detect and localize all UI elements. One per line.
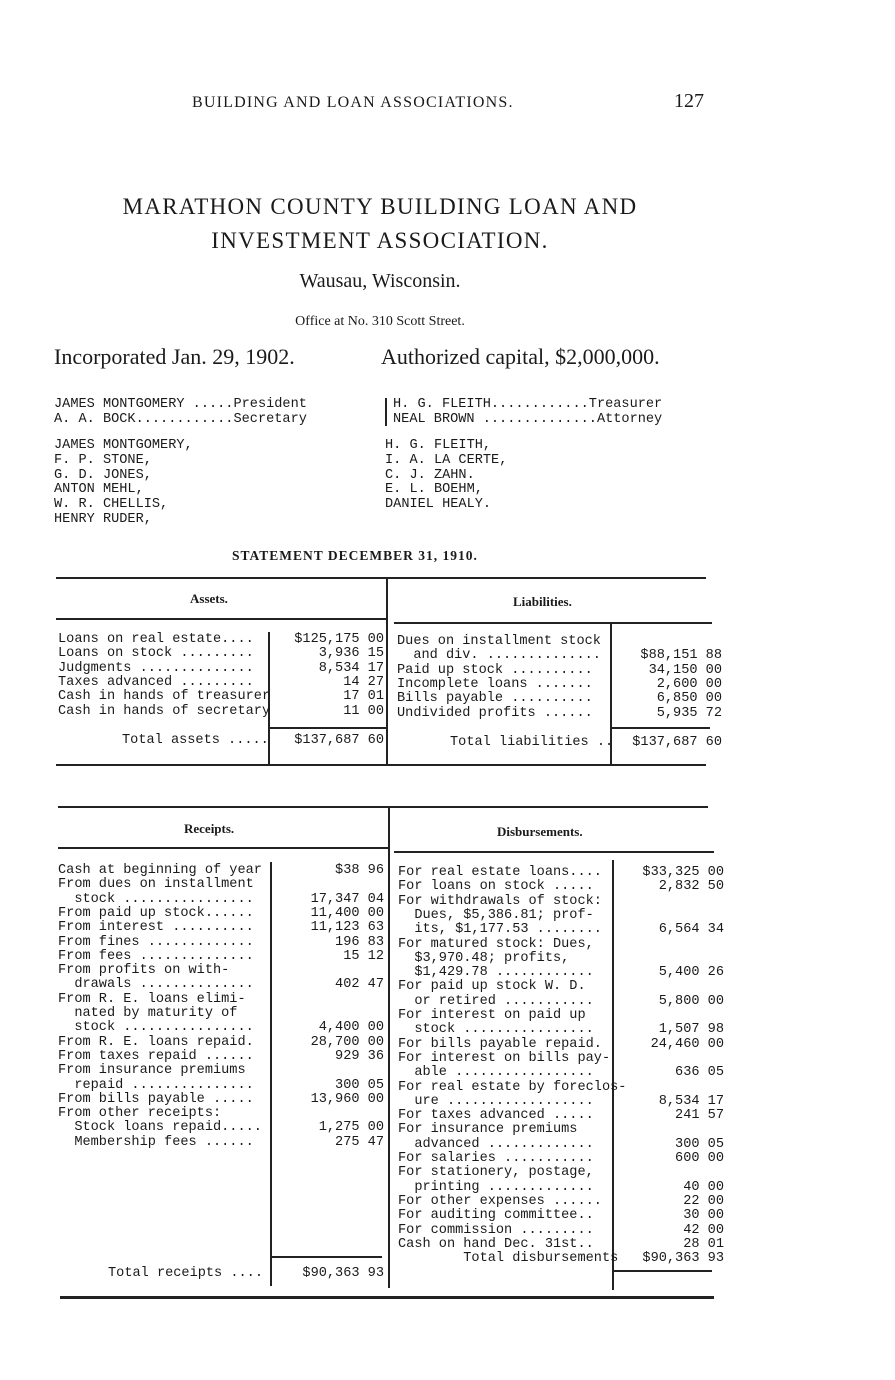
receipts-row-amount: 17,347 04	[310, 891, 384, 907]
disbursements-row-label: For withdrawals of stock:	[398, 893, 602, 909]
disbursements-row-label: For stationery, postage,	[398, 1165, 594, 1181]
liabilities-row-amount: 6,850 00	[656, 691, 722, 707]
assets-total-amount: $137,687 60	[294, 733, 384, 748]
liabilities-total-amount: $137,687 60	[632, 735, 722, 750]
disbursements-row-label: For matured stock: Dues,	[398, 936, 594, 952]
disbursements-row-label: For interest on bills pay-	[398, 1050, 611, 1066]
director: G. D. JONES,	[54, 467, 152, 483]
disbursements-row-amount: 241 57	[675, 1108, 724, 1124]
disbursements-row-label: For commission .........	[398, 1222, 594, 1238]
rule-top-balance	[56, 577, 706, 579]
liabilities-row-label: Dues on installment stock	[397, 634, 601, 649]
receipts-row-amount: $38 96	[335, 863, 384, 878]
liabilities-row-amount: 34,150 00	[648, 662, 722, 678]
assets-total-rule	[268, 727, 386, 729]
liabilities-row-label: Incomplete loans .......	[397, 676, 593, 692]
disbursements-row-amount: 40 00	[683, 1179, 724, 1195]
assets-row-amount: 17 01	[343, 689, 384, 705]
disbursements-row-amount: 1,507 98	[658, 1022, 724, 1038]
disbursements-row-label: For taxes advanced .....	[398, 1108, 594, 1124]
disbursements-row-label: For insurance premiums	[398, 1122, 578, 1138]
disbursements-row-label: For bills payable repaid.	[398, 1036, 602, 1052]
receipts-row-label: Membership fees ......	[58, 1134, 254, 1150]
receipts-row-label: drawals ..............	[58, 977, 254, 993]
officers-divider	[385, 398, 387, 426]
officers-left	[54, 397, 307, 427]
office-address: Office at No. 310 Scott Street.	[295, 314, 465, 329]
assets-row-label: Judgments ..............	[58, 660, 254, 676]
receipts-row-label: From fines .............	[58, 934, 254, 950]
incorporation-date: Incorporated Jan. 29, 1902.	[54, 344, 295, 369]
disbursements-row-label: $3,970.48; profits,	[398, 950, 570, 966]
disbursements-row-label: able .................	[398, 1065, 594, 1081]
receipts-row-label: From bills payable .....	[58, 1091, 254, 1107]
assets-row-amount: 11 00	[343, 703, 384, 719]
disbursements-row-label: $1,429.78 ............	[398, 965, 594, 981]
disbursements-row-label: printing .............	[398, 1179, 594, 1195]
disbursements-row-amount: 6,564 34	[658, 922, 724, 938]
disbursements-row-amount: $90,363 93	[642, 1251, 724, 1267]
officer-secretary: A. A. BOCK............Secretary	[54, 412, 307, 427]
director: E. L. BOEHM,	[385, 482, 483, 498]
director: JAMES MONTGOMERY,	[54, 438, 193, 453]
director: F. P. STONE,	[54, 452, 152, 468]
disbursements-row-amount: 636 05	[675, 1065, 724, 1081]
liabilities-total-rule	[610, 727, 710, 729]
disbursements-row-amount: 28 01	[683, 1236, 724, 1252]
disbursements-row-label: For real estate by foreclos-	[398, 1079, 627, 1095]
rule-bottom-balance	[56, 764, 706, 766]
liabilities-row-amount: 2,600 00	[656, 676, 722, 692]
liabilities-row-amount: 5,935 72	[656, 705, 722, 721]
receipts-row-amount: 11,400 00	[310, 905, 384, 921]
director: DANIEL HEALY.	[385, 497, 492, 513]
receipts-row-label: From paid up stock......	[58, 905, 254, 921]
receipts-row-label: From taxes repaid ......	[58, 1048, 254, 1064]
assets-row-label: Loans on stock .........	[58, 646, 254, 662]
receipts-row-amount: 28,700 00	[310, 1034, 384, 1050]
receipts-row-label: stock ................	[58, 1020, 254, 1036]
disbursements-row-label: For auditing committee..	[398, 1208, 594, 1224]
page-number: 127	[674, 90, 704, 112]
assets-row-label: Cash in hands of treasurer	[58, 689, 271, 705]
authorized-capital: Authorized capital, $2,000,000.	[381, 344, 660, 369]
assets-row-amount: 14 27	[343, 674, 384, 690]
liabilities-row-amount: $88,151 88	[640, 648, 722, 664]
receipts-row-label: stock ................	[58, 891, 254, 907]
disbursements-row-amount: 22 00	[683, 1193, 724, 1209]
receipts-row-label: From interest ..........	[58, 920, 254, 936]
page-title-line-2: INVESTMENT ASSOCIATION.	[211, 228, 549, 253]
assets-head-rule	[56, 618, 386, 620]
receipts-row-label: From R. E. loans repaid.	[58, 1034, 254, 1050]
receipts-row-label: From fees ..............	[58, 948, 254, 964]
director: H. G. FLEITH,	[385, 438, 492, 453]
disbursements-row-amount: 30 00	[683, 1208, 724, 1224]
page-title-line-1: MARATHON COUNTY BUILDING LOAN AND	[122, 194, 638, 219]
disbursements-row-amount: 300 05	[675, 1136, 724, 1152]
receipts-row-amount: 275 47	[335, 1134, 384, 1150]
disbursements-row-label: For real estate loans....	[398, 865, 602, 880]
receipts-total-rule	[270, 1256, 382, 1258]
liabilities-total-label: Total liabilities ..	[450, 735, 614, 750]
disbursements-row-amount: 2,832 50	[658, 879, 724, 895]
director: I. A. LA CERTE,	[385, 452, 508, 468]
disbursements-row-label: For other expenses ......	[398, 1193, 602, 1209]
receipts-row-amount: 300 05	[335, 1077, 384, 1093]
receipts-row-amount: 402 47	[335, 977, 384, 993]
receipts-row-label: repaid ...............	[58, 1077, 254, 1093]
disbursements-row-amount: 5,400 26	[658, 965, 724, 981]
running-head: BUILDING AND LOAN ASSOCIATIONS.	[192, 94, 514, 111]
director: HENRY RUDER,	[54, 511, 152, 527]
liabilities-row-label: Paid up stock ..........	[397, 662, 593, 678]
disbursements-row-amount: 5,800 00	[658, 993, 724, 1009]
disbursements-row-label: its, $1,177.53 ........	[398, 922, 602, 938]
receipts-row-amount: 11,123 63	[310, 920, 384, 936]
receipts-row-label: From profits on with-	[58, 963, 230, 979]
receipts-row-label: Cash at beginning of year	[58, 863, 262, 878]
disbursements-row-label: advanced .............	[398, 1136, 594, 1152]
receipts-row-label: From other receipts:	[58, 1106, 222, 1122]
receipts-row-amount: 4,400 00	[318, 1020, 384, 1036]
disbursements-row-label: ure ..................	[398, 1093, 594, 1109]
disbursements-row-amount: 24,460 00	[650, 1036, 724, 1052]
receipts-heading: Receipts.	[184, 821, 235, 836]
disbursements-row-amount: $33,325 00	[642, 865, 724, 880]
liabilities-head-rule	[394, 622, 712, 624]
director: ANTON MEHL,	[54, 482, 144, 498]
assets-row-amount: 8,534 17	[318, 660, 384, 676]
receipts-row-amount: 196 83	[335, 934, 384, 950]
disbursements-row-label: For salaries ...........	[398, 1151, 594, 1166]
receipts-row-amount: 15 12	[343, 948, 384, 964]
liabilities-heading: Liabilities.	[513, 594, 572, 609]
officer-president: JAMES MONTGOMERY .....President	[54, 397, 307, 412]
receipts-row-amount: 13,960 00	[310, 1091, 384, 1107]
disbursements-row-label: For loans on stock .....	[398, 879, 594, 895]
directors-left	[54, 439, 193, 528]
disbursements-row-label: stock ................	[398, 1022, 594, 1038]
director: W. R. CHELLIS,	[54, 497, 169, 513]
liabilities-row-label: Bills payable ..........	[397, 691, 593, 707]
receipts-row-label: Stock loans repaid.....	[58, 1120, 262, 1136]
assets-row-label: Taxes advanced .........	[58, 674, 254, 690]
disbursements-row-amount: 600 00	[675, 1151, 724, 1166]
assets-row-amount: $125,175 00	[294, 632, 384, 647]
directors-right	[385, 439, 507, 513]
assets-heading: Assets.	[190, 591, 228, 606]
disbursements-row-amount: 42 00	[683, 1222, 724, 1238]
receipts-row-label: nated by maturity of	[58, 1006, 238, 1021]
liabilities-row-label: Undivided profits ......	[397, 705, 593, 721]
officer-treasurer: H. G. FLEITH............Treasurer	[393, 397, 663, 412]
director: C. J. ZAHN.	[385, 467, 475, 483]
assets-row-label: Cash in hands of secretary	[58, 703, 271, 719]
receipts-total-amount: $90,363 93	[302, 1266, 384, 1281]
disbursements-row-label: For paid up stock W. D.	[398, 979, 586, 995]
disbursements-heading: Disbursements.	[497, 824, 583, 839]
rule-bottom-cash	[60, 1296, 714, 1299]
assets-row-label: Loans on real estate....	[58, 632, 254, 647]
balance-center-rule	[386, 578, 388, 766]
rule-top-cash	[58, 806, 708, 808]
disbursements-row-amount: 8,534 17	[658, 1093, 724, 1109]
cash-center-rule	[388, 808, 390, 1288]
disbursements-total-rule	[612, 1270, 712, 1272]
disbursements-row-label: Total disbursements	[398, 1251, 619, 1267]
officer-attorney: NEAL BROWN ..............Attorney	[393, 412, 663, 427]
officers-right	[393, 397, 662, 427]
assets-total-label: Total assets .....	[122, 733, 269, 748]
disbursements-row-label: or retired ...........	[398, 993, 594, 1009]
assets-row-amount: 3,936 15	[318, 646, 384, 662]
receipts-row-label: From R. E. loans elimi-	[58, 991, 246, 1007]
receipts-amount-rule	[270, 862, 272, 1286]
receipts-head-rule	[58, 847, 388, 849]
disbursements-row-label: Dues, $5,386.81; prof-	[398, 907, 594, 923]
disbursements-head-rule	[394, 851, 714, 853]
disbursements-row-label: For interest on paid up	[398, 1008, 586, 1023]
liabilities-row-label: and div. ..............	[397, 648, 601, 664]
receipts-row-label: From dues on installment	[58, 877, 254, 893]
statement-title: STATEMENT DECEMBER 31, 1910.	[232, 548, 478, 563]
receipts-row-label: From insurance premiums	[58, 1063, 246, 1079]
receipts-row-amount: 1,275 00	[318, 1120, 384, 1136]
receipts-total-label: Total receipts ....	[108, 1266, 263, 1281]
location: Wausau, Wisconsin.	[299, 270, 461, 292]
disbursements-row-label: Cash on hand Dec. 31st..	[398, 1236, 594, 1252]
receipts-row-amount: 929 36	[335, 1048, 384, 1064]
